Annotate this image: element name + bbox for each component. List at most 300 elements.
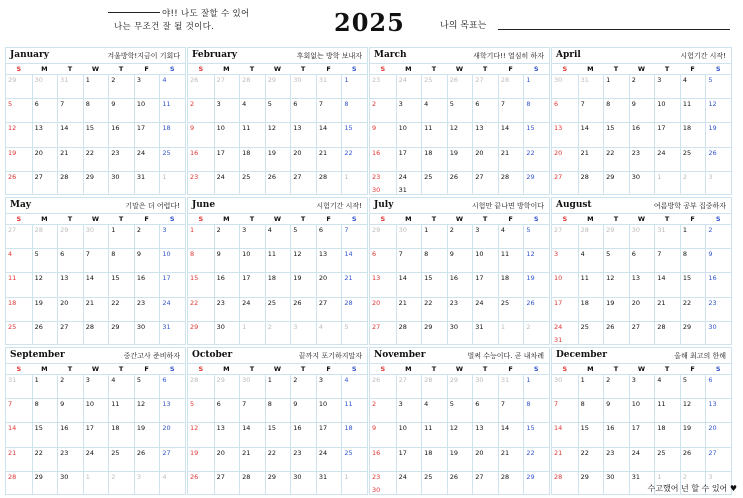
date-cell[interactable]: 25 — [421, 74, 447, 98]
date-cell[interactable]: 26 — [447, 471, 473, 495]
date-cell[interactable]: 31 — [316, 471, 342, 495]
date-cell[interactable]: 28 — [498, 171, 524, 195]
date-cell[interactable]: 5 — [447, 398, 473, 422]
date-cell[interactable]: 11 — [421, 422, 447, 446]
date-cell[interactable]: 27 — [32, 171, 58, 195]
date-cell[interactable]: 3 — [472, 224, 498, 248]
date-cell[interactable]: 26 — [188, 471, 214, 495]
date-cell[interactable]: 13 — [214, 422, 240, 446]
date-cell[interactable]: 2 — [680, 171, 706, 195]
date-cell[interactable]: 15 — [523, 422, 549, 446]
date-cell[interactable]: 14 — [498, 422, 524, 446]
date-cell[interactable]: 9 — [290, 398, 316, 422]
date-cell[interactable]: 28 — [57, 171, 83, 195]
date-cell[interactable]: 23 — [214, 297, 240, 321]
date-cell[interactable]: 4 — [265, 224, 291, 248]
date-cell[interactable]: 7 — [578, 98, 604, 122]
date-cell[interactable]: 26 — [188, 74, 214, 98]
date-cell[interactable]: 23 — [629, 147, 655, 171]
date-cell[interactable]: 5 — [265, 98, 291, 122]
date-cell[interactable]: 18 — [578, 297, 604, 321]
date-cell[interactable]: 24 — [654, 147, 680, 171]
date-cell[interactable]: 3 — [290, 321, 316, 345]
date-cell[interactable]: 11 — [680, 98, 706, 122]
date-cell[interactable]: 26 — [134, 447, 160, 471]
date-cell[interactable]: 1 — [265, 374, 291, 398]
date-cell[interactable]: 28 — [83, 321, 109, 345]
date-cell[interactable]: 22 — [265, 447, 291, 471]
date-cell[interactable]: 9 — [370, 122, 396, 146]
date-cell[interactable]: 22 — [421, 297, 447, 321]
date-cell[interactable]: 22 — [83, 147, 109, 171]
date-cell[interactable]: 1 — [32, 374, 58, 398]
date-cell[interactable]: 16 — [108, 122, 134, 146]
date-cell[interactable]: 3 — [214, 98, 240, 122]
date-cell[interactable]: 22 — [578, 447, 604, 471]
date-cell[interactable]: 19 — [447, 447, 473, 471]
date-cell[interactable]: 27 — [552, 171, 578, 195]
date-cell[interactable]: 2 — [629, 74, 655, 98]
date-cell[interactable]: 23 — [57, 447, 83, 471]
date-cell[interactable]: 14 — [396, 272, 422, 296]
date-cell[interactable]: 22 — [108, 297, 134, 321]
date-cell[interactable]: 17 — [472, 272, 498, 296]
date-cell[interactable]: 7 — [341, 224, 367, 248]
date-cell[interactable]: 8 — [265, 398, 291, 422]
date-cell[interactable]: 15 — [421, 272, 447, 296]
date-cell[interactable]: 16 — [370, 147, 396, 171]
date-cell[interactable]: 2 — [447, 224, 473, 248]
date-cell[interactable]: 15 — [523, 122, 549, 146]
date-cell[interactable]: 13 — [57, 272, 83, 296]
date-cell[interactable]: 4 — [341, 374, 367, 398]
date-cell[interactable]: 4 — [654, 374, 680, 398]
date-cell[interactable]: 8 — [188, 248, 214, 272]
date-cell[interactable]: 30 — [629, 171, 655, 195]
date-cell[interactable]: 14 — [498, 122, 524, 146]
date-cell[interactable]: 9 — [134, 248, 160, 272]
date-cell[interactable]: 8 — [83, 98, 109, 122]
date-cell[interactable]: 11 — [498, 248, 524, 272]
date-cell[interactable]: 8 — [680, 248, 706, 272]
date-cell[interactable]: 17 — [396, 147, 422, 171]
date-cell[interactable]: 7 — [498, 98, 524, 122]
date-cell[interactable]: 21 — [654, 297, 680, 321]
date-cell[interactable]: 27 — [290, 171, 316, 195]
date-cell[interactable]: 14 — [654, 272, 680, 296]
date-cell[interactable]: 23 — [705, 297, 731, 321]
date-cell[interactable]: 1 — [108, 224, 134, 248]
date-cell[interactable]: 13 — [316, 248, 342, 272]
date-cell[interactable]: 7 — [498, 398, 524, 422]
date-cell[interactable]: 28 — [316, 171, 342, 195]
date-cell[interactable]: 21 — [498, 447, 524, 471]
date-cell[interactable]: 2 — [680, 471, 706, 495]
date-cell[interactable]: 31 — [472, 321, 498, 345]
date-cell[interactable]: 18 — [265, 272, 291, 296]
date-cell[interactable]: 9 — [57, 398, 83, 422]
date-cell[interactable]: 11 — [6, 272, 32, 296]
date-cell[interactable]: 29 — [421, 321, 447, 345]
date-cell[interactable]: 24 — [629, 447, 655, 471]
date-cell[interactable]: 24 31 — [396, 171, 422, 195]
date-cell[interactable]: 27 — [159, 447, 185, 471]
date-cell[interactable]: 6 — [32, 98, 58, 122]
date-cell[interactable]: 9 — [370, 422, 396, 446]
date-cell[interactable]: 28 — [396, 321, 422, 345]
date-cell[interactable]: 25 — [159, 147, 185, 171]
date-cell[interactable]: 27 — [472, 74, 498, 98]
date-cell[interactable]: 5 — [447, 98, 473, 122]
date-cell[interactable]: 9 — [603, 398, 629, 422]
date-cell[interactable]: 3 — [83, 374, 109, 398]
date-cell[interactable]: 8 — [32, 398, 58, 422]
date-cell[interactable]: 16 — [188, 147, 214, 171]
date-cell[interactable]: 29 — [680, 321, 706, 345]
date-cell[interactable]: 28 — [654, 321, 680, 345]
date-cell[interactable]: 6 — [370, 248, 396, 272]
date-cell[interactable]: 10 — [552, 272, 578, 296]
date-cell[interactable]: 30 — [214, 321, 240, 345]
date-cell[interactable]: 2 — [57, 374, 83, 398]
date-cell[interactable]: 27 — [472, 471, 498, 495]
date-cell[interactable]: 11 — [421, 122, 447, 146]
date-cell[interactable]: 4 — [421, 98, 447, 122]
date-cell[interactable]: 19 — [32, 297, 58, 321]
date-cell[interactable]: 27 — [552, 224, 578, 248]
date-cell[interactable]: 29 — [214, 374, 240, 398]
date-cell[interactable]: 4 — [578, 248, 604, 272]
date-cell[interactable]: 25 — [578, 321, 604, 345]
date-cell[interactable]: 15 — [578, 422, 604, 446]
date-cell[interactable]: 2 — [705, 224, 731, 248]
date-cell[interactable]: 4 — [108, 374, 134, 398]
date-cell[interactable]: 12 — [265, 122, 291, 146]
date-cell[interactable]: 19 — [523, 272, 549, 296]
date-cell[interactable]: 12 — [134, 398, 160, 422]
date-cell[interactable]: 28 — [498, 471, 524, 495]
date-cell[interactable]: 23 30 — [370, 471, 396, 495]
date-cell[interactable]: 28 — [341, 297, 367, 321]
date-cell[interactable]: 11 — [239, 122, 265, 146]
date-cell[interactable]: 26 — [680, 447, 706, 471]
date-cell[interactable]: 2 — [370, 98, 396, 122]
date-cell[interactable]: 23 — [134, 297, 160, 321]
date-cell[interactable]: 6 — [159, 374, 185, 398]
date-cell[interactable]: 23 — [188, 171, 214, 195]
date-cell[interactable]: 23 — [290, 447, 316, 471]
date-cell[interactable]: 1 — [188, 224, 214, 248]
date-cell[interactable]: 1 — [83, 74, 109, 98]
date-cell[interactable]: 28 — [552, 471, 578, 495]
date-cell[interactable]: 18 — [239, 147, 265, 171]
date-cell[interactable]: 19 — [680, 422, 706, 446]
date-cell[interactable]: 28 — [6, 471, 32, 495]
date-cell[interactable]: 20 — [472, 447, 498, 471]
date-cell[interactable]: 18 — [498, 272, 524, 296]
date-cell[interactable]: 17 — [239, 272, 265, 296]
date-cell[interactable]: 21 — [552, 447, 578, 471]
date-cell[interactable]: 2 — [523, 321, 549, 345]
date-cell[interactable]: 19 — [6, 147, 32, 171]
date-cell[interactable]: 17 — [552, 297, 578, 321]
date-cell[interactable]: 17 — [629, 422, 655, 446]
date-cell[interactable]: 22 — [523, 147, 549, 171]
date-cell[interactable]: 5 — [290, 224, 316, 248]
date-cell[interactable]: 20 — [57, 297, 83, 321]
date-cell[interactable]: 15 — [603, 122, 629, 146]
date-cell[interactable]: 8 — [421, 248, 447, 272]
date-cell[interactable]: 18 — [341, 422, 367, 446]
date-cell[interactable]: 3 — [316, 374, 342, 398]
date-cell[interactable]: 20 — [159, 422, 185, 446]
date-cell[interactable]: 25 — [421, 171, 447, 195]
date-cell[interactable]: 16 — [57, 422, 83, 446]
date-cell[interactable]: 24 — [239, 297, 265, 321]
date-cell[interactable]: 21 — [341, 272, 367, 296]
date-cell[interactable]: 5 — [341, 321, 367, 345]
date-cell[interactable]: 27 — [705, 447, 731, 471]
date-cell[interactable]: 5 — [523, 224, 549, 248]
date-cell[interactable]: 4 — [159, 74, 185, 98]
date-cell[interactable]: 31 — [134, 171, 160, 195]
date-cell[interactable]: 26 — [265, 171, 291, 195]
date-cell[interactable]: 20 — [214, 447, 240, 471]
date-cell[interactable]: 1 — [83, 471, 109, 495]
date-cell[interactable]: 9 — [629, 98, 655, 122]
date-cell[interactable]: 29 — [265, 471, 291, 495]
date-cell[interactable]: 24 — [396, 74, 422, 98]
date-cell[interactable]: 29 — [603, 171, 629, 195]
date-cell[interactable]: 24 — [159, 297, 185, 321]
date-cell[interactable]: 21 — [578, 147, 604, 171]
date-cell[interactable]: 16 — [705, 272, 731, 296]
date-cell[interactable]: 1 — [341, 171, 367, 195]
date-cell[interactable]: 11 — [578, 272, 604, 296]
date-cell[interactable]: 16 — [603, 422, 629, 446]
date-cell[interactable]: 24 — [396, 471, 422, 495]
date-cell[interactable]: 3 — [552, 248, 578, 272]
date-cell[interactable]: 6 — [552, 98, 578, 122]
date-cell[interactable]: 29 — [447, 374, 473, 398]
date-cell[interactable]: 26 — [32, 321, 58, 345]
date-cell[interactable]: 31 — [57, 74, 83, 98]
date-cell[interactable]: 4 — [239, 98, 265, 122]
date-cell[interactable]: 2 — [188, 98, 214, 122]
date-cell[interactable]: 29 — [188, 321, 214, 345]
date-cell[interactable]: 13 — [370, 272, 396, 296]
date-cell[interactable]: 17 — [159, 272, 185, 296]
date-cell[interactable]: 29 — [108, 321, 134, 345]
date-cell[interactable]: 17 — [654, 122, 680, 146]
date-cell[interactable]: 19 — [705, 122, 731, 146]
date-cell[interactable]: 25 — [108, 447, 134, 471]
date-cell[interactable]: 27 — [472, 171, 498, 195]
date-cell[interactable]: 3 — [396, 98, 422, 122]
date-cell[interactable]: 24 — [134, 147, 160, 171]
date-cell[interactable]: 7 — [6, 398, 32, 422]
date-cell[interactable]: 15 — [341, 122, 367, 146]
date-cell[interactable]: 13 — [552, 122, 578, 146]
date-cell[interactable]: 30 — [57, 471, 83, 495]
date-cell[interactable]: 1 — [341, 74, 367, 98]
date-cell[interactable]: 10 — [316, 398, 342, 422]
date-cell[interactable]: 27 — [370, 321, 396, 345]
date-cell[interactable]: 10 — [214, 122, 240, 146]
date-cell[interactable]: 6 — [472, 398, 498, 422]
date-cell[interactable]: 10 — [396, 422, 422, 446]
date-cell[interactable]: 25 — [421, 471, 447, 495]
date-cell[interactable]: 21 — [6, 447, 32, 471]
date-cell[interactable]: 3 — [705, 171, 731, 195]
date-cell[interactable]: 21 — [316, 147, 342, 171]
date-cell[interactable]: 7 — [316, 98, 342, 122]
date-cell[interactable]: 30 — [603, 471, 629, 495]
date-cell[interactable]: 7 — [552, 398, 578, 422]
date-cell[interactable]: 27 — [214, 74, 240, 98]
date-cell[interactable]: 26 — [290, 297, 316, 321]
date-cell[interactable]: 19 — [265, 147, 291, 171]
date-cell[interactable]: 21 — [396, 297, 422, 321]
date-cell[interactable]: 26 — [447, 171, 473, 195]
date-cell[interactable]: 16 — [447, 272, 473, 296]
date-cell[interactable]: 10 — [134, 98, 160, 122]
date-cell[interactable]: 16 — [134, 272, 160, 296]
date-cell[interactable]: 30 — [705, 321, 731, 345]
date-cell[interactable]: 17 — [134, 122, 160, 146]
date-cell[interactable]: 31 — [159, 321, 185, 345]
date-cell[interactable]: 28 — [239, 74, 265, 98]
date-cell[interactable]: 30 — [552, 74, 578, 98]
date-cell[interactable]: 23 — [603, 447, 629, 471]
date-cell[interactable]: 16 — [629, 122, 655, 146]
date-cell[interactable]: 19 — [188, 447, 214, 471]
date-cell[interactable]: 5 — [32, 248, 58, 272]
date-cell[interactable]: 13 — [159, 398, 185, 422]
date-cell[interactable]: 12 — [603, 272, 629, 296]
date-cell[interactable]: 26 — [6, 171, 32, 195]
date-cell[interactable]: 6 — [472, 98, 498, 122]
date-cell[interactable]: 26 — [523, 297, 549, 321]
date-cell[interactable]: 12 — [290, 248, 316, 272]
date-cell[interactable]: 4 — [316, 321, 342, 345]
date-cell[interactable]: 3 — [134, 74, 160, 98]
date-cell[interactable]: 31 — [654, 224, 680, 248]
date-cell[interactable]: 28 — [421, 374, 447, 398]
date-cell[interactable]: 11 — [265, 248, 291, 272]
date-cell[interactable]: 11 — [341, 398, 367, 422]
date-cell[interactable]: 8 — [108, 248, 134, 272]
date-cell[interactable]: 1 — [654, 171, 680, 195]
date-cell[interactable]: 10 — [159, 248, 185, 272]
date-cell[interactable]: 29 — [6, 74, 32, 98]
date-cell[interactable]: 10 — [83, 398, 109, 422]
date-cell[interactable]: 9 — [108, 98, 134, 122]
date-cell[interactable]: 2 — [134, 224, 160, 248]
date-cell[interactable]: 30 — [396, 224, 422, 248]
date-cell[interactable]: 1 — [523, 374, 549, 398]
date-cell[interactable]: 6 — [214, 398, 240, 422]
date-cell[interactable]: 25 — [680, 147, 706, 171]
date-cell[interactable]: 27 — [316, 297, 342, 321]
date-cell[interactable]: 30 — [290, 471, 316, 495]
date-cell[interactable]: 27 — [396, 374, 422, 398]
date-cell[interactable]: 9 — [447, 248, 473, 272]
date-cell[interactable]: 5 — [188, 398, 214, 422]
date-cell[interactable]: 1 — [341, 471, 367, 495]
date-cell[interactable]: 9 — [214, 248, 240, 272]
date-cell[interactable]: 13 — [472, 122, 498, 146]
date-cell[interactable]: 1 — [523, 74, 549, 98]
date-cell[interactable]: 24 31 — [552, 321, 578, 345]
date-cell[interactable]: 31 — [629, 471, 655, 495]
date-cell[interactable]: 2 — [370, 398, 396, 422]
date-cell[interactable]: 28 — [578, 171, 604, 195]
date-cell[interactable]: 25 — [498, 297, 524, 321]
date-cell[interactable]: 18 — [421, 447, 447, 471]
date-cell[interactable]: 26 — [370, 374, 396, 398]
date-cell[interactable]: 13 — [32, 122, 58, 146]
date-cell[interactable]: 7 — [396, 248, 422, 272]
date-cell[interactable]: 13 — [290, 122, 316, 146]
date-cell[interactable]: 30 — [472, 374, 498, 398]
date-cell[interactable]: 23 30 — [370, 171, 396, 195]
date-cell[interactable]: 20 — [552, 147, 578, 171]
date-cell[interactable]: 25 — [6, 321, 32, 345]
date-cell[interactable]: 24 — [316, 447, 342, 471]
date-cell[interactable]: 3 — [159, 224, 185, 248]
date-cell[interactable]: 7 — [654, 248, 680, 272]
date-cell[interactable]: 9 — [705, 248, 731, 272]
date-cell[interactable]: 29 — [32, 471, 58, 495]
date-cell[interactable]: 1 — [498, 321, 524, 345]
date-cell[interactable]: 5 — [705, 74, 731, 98]
date-cell[interactable]: 28 — [498, 74, 524, 98]
date-cell[interactable]: 22 — [188, 297, 214, 321]
date-cell[interactable]: 14 — [239, 422, 265, 446]
date-cell[interactable]: 30 — [290, 74, 316, 98]
date-cell[interactable]: 2 — [290, 374, 316, 398]
date-cell[interactable]: 6 — [290, 98, 316, 122]
date-cell[interactable]: 10 — [472, 248, 498, 272]
date-cell[interactable]: 19 — [134, 422, 160, 446]
date-cell[interactable]: 10 — [396, 122, 422, 146]
date-cell[interactable]: 7 — [57, 98, 83, 122]
date-cell[interactable]: 29 — [578, 471, 604, 495]
date-cell[interactable]: 29 — [83, 171, 109, 195]
date-cell[interactable]: 5 — [6, 98, 32, 122]
date-cell[interactable]: 4 — [421, 398, 447, 422]
date-cell[interactable]: 2 — [214, 224, 240, 248]
date-cell[interactable]: 18 — [654, 422, 680, 446]
date-cell[interactable]: 10 — [239, 248, 265, 272]
date-cell[interactable]: 21 — [239, 447, 265, 471]
date-cell[interactable]: 22 — [341, 147, 367, 171]
date-cell[interactable]: 24 — [83, 447, 109, 471]
date-cell[interactable]: 3 — [396, 398, 422, 422]
date-cell[interactable]: 30 — [239, 374, 265, 398]
date-cell[interactable]: 12 — [680, 398, 706, 422]
date-cell[interactable]: 29 — [523, 171, 549, 195]
date-cell[interactable]: 30 — [629, 224, 655, 248]
date-cell[interactable]: 23 — [370, 74, 396, 98]
date-cell[interactable]: 24 — [472, 297, 498, 321]
date-cell[interactable]: 28 — [239, 471, 265, 495]
date-cell[interactable]: 7 — [83, 248, 109, 272]
date-cell[interactable]: 24 — [214, 171, 240, 195]
date-cell[interactable]: 12 — [705, 98, 731, 122]
date-cell[interactable]: 21 — [83, 297, 109, 321]
